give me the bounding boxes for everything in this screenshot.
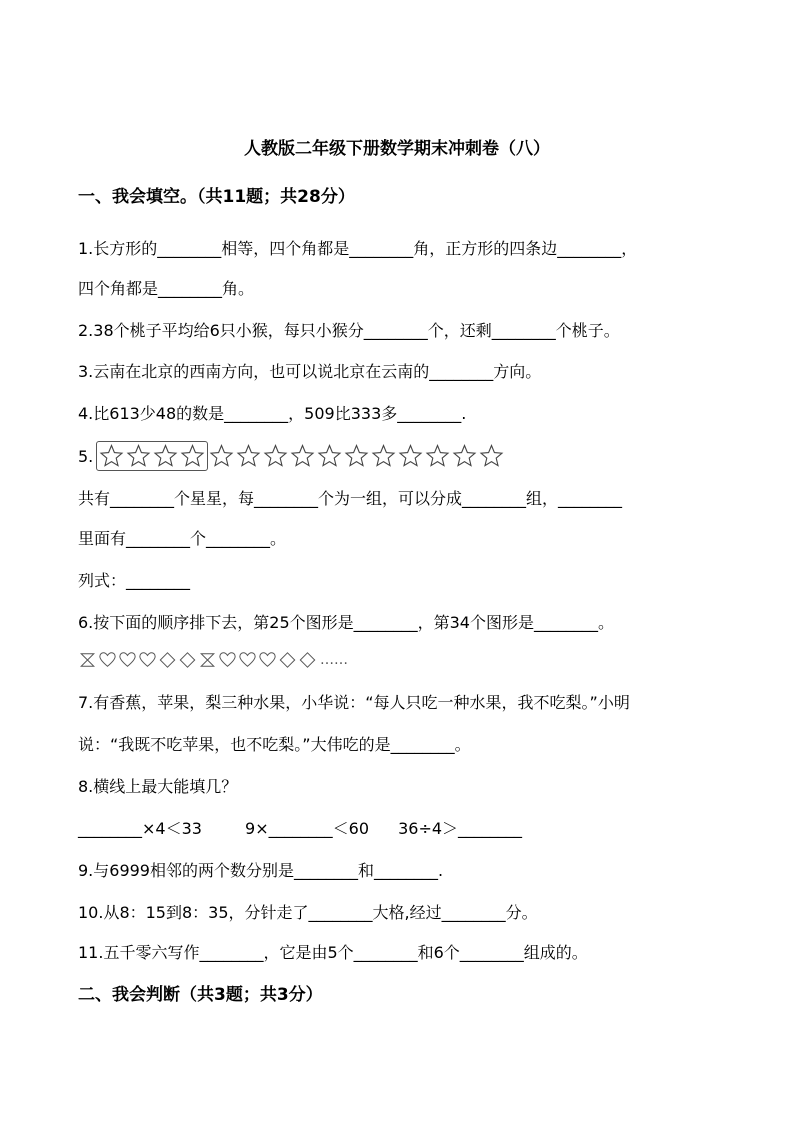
page-title: 人教版二年级下册数学期末冲刺卷（八） <box>244 139 550 159</box>
star-icon <box>98 444 125 468</box>
question-6: 6.按下面的顺序排下去，第25个图形是________，第34个图形是________。 <box>78 613 614 632</box>
star-icon <box>478 444 505 468</box>
hourglass-icon <box>78 651 97 669</box>
sequence-continuation: …… <box>320 652 348 668</box>
diamond-icon <box>298 651 317 669</box>
question-8-exercises <box>78 818 522 840</box>
diamond-icon <box>158 651 177 669</box>
heart-icon <box>218 651 237 669</box>
star-icon <box>125 444 152 468</box>
star-icon <box>424 444 451 468</box>
question-7-line-1: 7.有香蕉，苹果，梨三种水果，小华说：“每人只吃一种水果，我不吃梨。”小明 <box>78 693 630 712</box>
diamond-icon <box>178 651 197 669</box>
heart-icon <box>238 651 257 669</box>
question-10: 10.从8：15到8：35，分针走了________大格,经过________分。 <box>78 903 538 922</box>
boxed-star-group <box>96 441 208 471</box>
star-icon <box>289 444 316 468</box>
heart-icon <box>138 651 157 669</box>
remaining-stars <box>208 444 505 468</box>
question-8-exercise-3: 36÷4＞________ <box>398 819 523 838</box>
question-6-shape-sequence <box>78 648 348 672</box>
question-1-line-1: 1.长方形的________相等，四个角都是________角，正方形的四条边________， <box>78 239 638 258</box>
question-2: 2.38个桃子平均给6只小猴，每只小猴分________个，还剩________个桃子。 <box>78 321 620 340</box>
question-1-line-2: 四个角都是________角。 <box>78 279 255 298</box>
star-icon <box>316 444 343 468</box>
question-8: 8.横线上最大能填几？ <box>78 777 238 796</box>
heart-icon <box>258 651 277 669</box>
star-icon <box>152 444 179 468</box>
question-8-exercise-2: 9×________＜60 <box>245 819 369 838</box>
section-2-heading: 二、我会判断（共3题；共3分） <box>78 985 323 1005</box>
question-5-line-1: 共有________个星星，每________个为一组，可以分成________组，________ <box>78 489 623 508</box>
question-9: 9.与6999相邻的两个数分别是________和________. <box>78 861 444 880</box>
question-5-formula: 列式：________ <box>78 571 191 590</box>
question-5-label: 5. <box>78 446 94 466</box>
question-7-line-2: 说：“我既不吃苹果，也不吃梨。”大伟吃的是________。 <box>78 735 471 754</box>
star-icon <box>343 444 370 468</box>
question-4: 4.比613少48的数是________，509比333多________. <box>78 404 467 423</box>
question-11: 11.五千零六写作________，它是由5个________和6个________组成的。 <box>78 943 588 962</box>
star-icon <box>235 444 262 468</box>
section-1-heading: 一、我会填空。（共11题；共28分） <box>78 187 355 207</box>
question-3: 3.云南在北京的西南方向，也可以说北京在云南的________方向。 <box>78 362 542 381</box>
question-8-exercise-1: ________×4＜33 <box>78 819 202 838</box>
star-icon <box>208 444 235 468</box>
star-icon <box>451 444 478 468</box>
star-icon <box>179 444 206 468</box>
star-icon <box>262 444 289 468</box>
heart-icon <box>98 651 117 669</box>
diamond-icon <box>278 651 297 669</box>
star-icon <box>397 444 424 468</box>
hourglass-icon <box>198 651 217 669</box>
question-5-stars <box>78 441 505 471</box>
heart-icon <box>118 651 137 669</box>
star-icon <box>370 444 397 468</box>
question-5-line-2: 里面有________个________。 <box>78 529 287 548</box>
